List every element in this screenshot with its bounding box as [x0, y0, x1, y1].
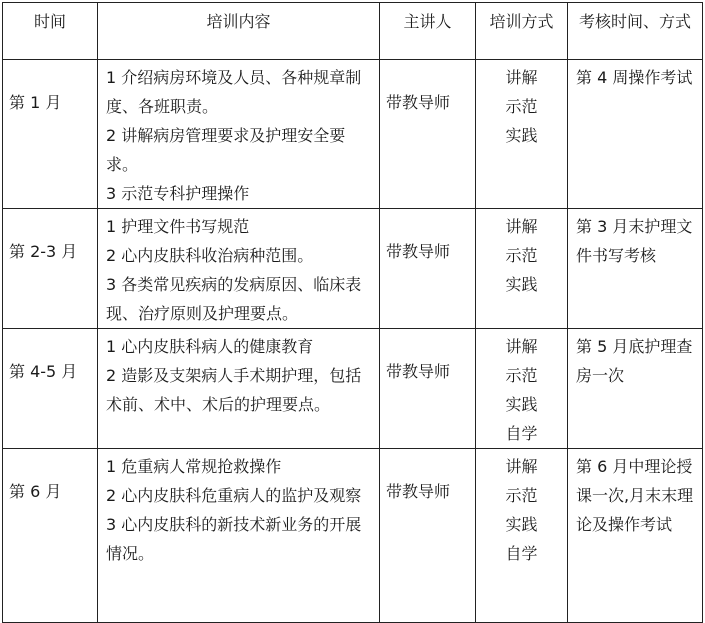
- training-schedule-table: [2, 2, 703, 623]
- method-cell: [476, 449, 568, 623]
- assessment-cell: 第 3 月末护理文件书写考核: [568, 209, 703, 329]
- header-assessment: 考核时间、方式: [568, 3, 703, 60]
- method-item: 自学: [505, 424, 538, 443]
- header-lecturer: 主讲人: [380, 3, 476, 60]
- method-item: 讲解: [505, 217, 538, 236]
- method-item: 示范: [505, 486, 538, 505]
- method-cell: [476, 60, 568, 209]
- table-row: [3, 449, 703, 623]
- method-cell: [476, 329, 568, 449]
- content-item: 2 心内皮肤科危重病人的监护及观察: [106, 486, 362, 505]
- method-item: 示范: [505, 246, 538, 265]
- lecturer-cell: 带教导师: [380, 60, 476, 209]
- content-cell: [98, 329, 380, 449]
- content-cell: [98, 60, 380, 209]
- method-item: 实践: [505, 126, 538, 145]
- period-cell: 第 2-3 月: [3, 209, 98, 329]
- assessment-cell: 第 4 周操作考试: [568, 60, 703, 209]
- method-item: 讲解: [505, 337, 538, 356]
- method-item: 自学: [505, 544, 538, 563]
- content-item: 3 心内皮肤科的新技术新业务的开展情况。: [106, 515, 362, 563]
- content-item: 3 示范专科护理操作: [106, 184, 250, 203]
- lecturer-cell: 带教导师: [380, 449, 476, 623]
- content-item: 1 护理文件书写规范: [106, 217, 250, 236]
- table-row: [3, 209, 703, 329]
- header-time: 时间: [3, 3, 98, 60]
- content-cell: [98, 449, 380, 623]
- content-item: 1 心内皮肤科病人的健康教育: [106, 337, 314, 356]
- table-row: [3, 329, 703, 449]
- method-cell: [476, 209, 568, 329]
- method-item: 示范: [505, 366, 538, 385]
- content-item: 2 心内皮肤科收治病种范围。: [106, 246, 314, 265]
- content-item: 2 讲解病房管理要求及护理安全要求。: [106, 126, 346, 174]
- method-item: 实践: [505, 275, 538, 294]
- header-row: [3, 3, 703, 60]
- content-item: 1 介绍病房环境及人员、各种规章制度、各班职责。: [106, 68, 362, 116]
- table-row: [3, 60, 703, 209]
- method-item: 实践: [505, 395, 538, 414]
- assessment-cell: 第 6 月中理论授课一次,月末末理论及操作考试: [568, 449, 703, 623]
- header-method: 培训方式: [476, 3, 568, 60]
- content-cell: [98, 209, 380, 329]
- period-cell: 第 6 月: [3, 449, 98, 623]
- content-item: 3 各类常见疾病的发病原因、临床表现、治疗原则及护理要点。: [106, 275, 362, 323]
- period-cell: 第 1 月: [3, 60, 98, 209]
- content-item: 1 危重病人常规抢救操作: [106, 457, 282, 476]
- method-item: 讲解: [505, 457, 538, 476]
- method-item: 实践: [505, 515, 538, 534]
- assessment-cell: 第 5 月底护理查房一次: [568, 329, 703, 449]
- period-cell: 第 4-5 月: [3, 329, 98, 449]
- lecturer-cell: 带教导师: [380, 209, 476, 329]
- lecturer-cell: 带教导师: [380, 329, 476, 449]
- method-item: 讲解: [505, 68, 538, 87]
- method-item: 示范: [505, 97, 538, 116]
- header-content: 培训内容: [98, 3, 380, 60]
- content-item: 2 造影及支架病人手术期护理，包括术前、术中、术后的护理要点。: [106, 366, 362, 414]
